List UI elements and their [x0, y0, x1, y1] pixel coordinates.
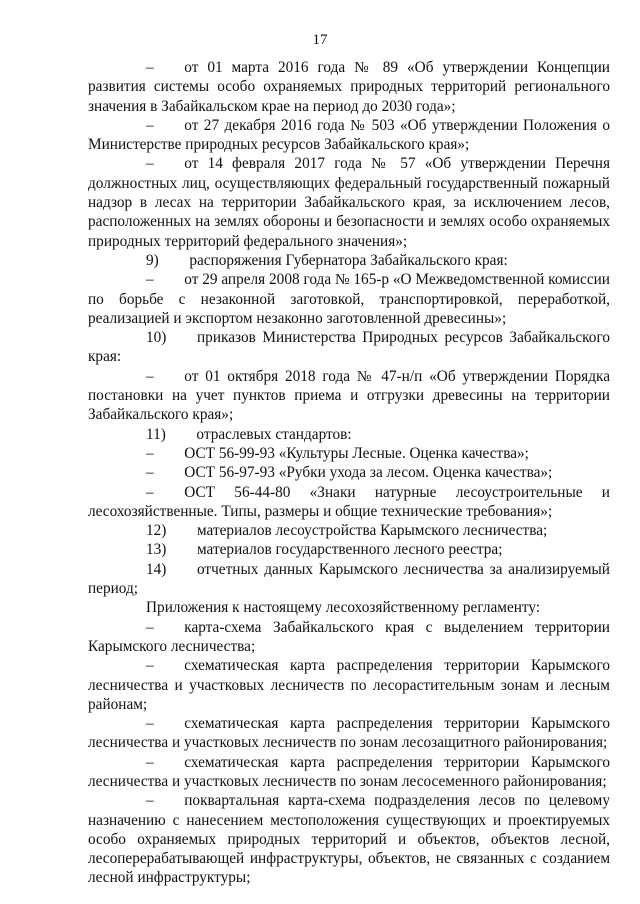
page-number: 17 [312, 32, 328, 48]
paragraph-appendix-forest-zones-map: – схематическая карта распределения территории Карымского лесничества и участковых лесничеств по лесорастительным зонам и лесным районам; [88, 657, 610, 713]
paragraph-item-11: 11) отраслевых стандартов: [146, 425, 352, 443]
paragraph-decree-57: – от 14 февраля 2017 года № 57 «Об утверждении Перечня должностных лиц, осуществляющих федеральный государственный пожарный надзор в лесах на территории Забайкальского края, за исключением лесов, расположенных на землях обороны и безопасности и землях особо охраняемых природных территорий федерального значения»; [88, 155, 610, 250]
document-body [88, 58, 610, 888]
paragraph-item-14: 14) отчетных данных Карымского лесничества за анализируемый период; [88, 560, 610, 598]
paragraph-decree-503: – от 27 декабря 2016 года № 503 «Об утверждении Положения о Министерстве природных ресурсов Забайкальского края»; [88, 116, 610, 154]
paragraph-appendix-block-map: – поквартальная карта-схема подразделения лесов по целевому назначению с нанесением местоположения существующих и проектируемых особо охраняемых природных территорий и объектов, объектов лесной, лесоперерабатывающей инфраструктуры, объектов, не связанных с созданием лесной инфраструктуры; [88, 792, 610, 887]
paragraph-appendix-seed-zones-map: – схематическая карта распределения территории Карымского лесничества и участковых лесничеств по зонам лесосеменного районирования; [88, 753, 610, 790]
paragraph-appendix-protection-zones-map: – схематическая карта распределения территории Карымского лесничества и участковых лесничеств по зонам лесозащитного районирования; [88, 715, 610, 752]
paragraph-appendices-heading: Приложения к настоящему лесохозяйственному регламенту: [146, 599, 541, 617]
paragraph-order-165: – от 29 апреля 2008 года № 165-р «О Межведомственной комиссии по борьбе с незаконной заготовкой, транспортировкой, переработкой, реализацией и экспортом незаконно заготовленной древесины»; [88, 271, 610, 327]
paragraph-order-47: – от 01 октября 2018 года № 47-н/п «Об утверждении Порядка постановки на учет пунктов приема и отгрузки древесины на территории Забайкальского края»; [88, 367, 610, 424]
paragraph-item-12: 12) материалов лесоустройства Карымского лесничества; [146, 522, 548, 540]
paragraph-ost-56-99-93: – ОСТ 56-99-93 «Культуры Лесные. Оценка качества»; [146, 444, 529, 462]
paragraph-appendix-region-map: – карта-схема Забайкальского края с выделением территории Карымского лесничества; [88, 618, 610, 655]
paragraph-decree-89: – от 01 марта 2016 года № 89 «Об утверждении Концепции развития системы особо охраняемых природных территорий регионального значения в Забайкальском крае на период до 2030 года»; [88, 59, 610, 115]
paragraph-item-10: 10) приказов Министерства Природных ресурсов Забайкальского края: [88, 329, 610, 366]
paragraph-ost-56-44-80: – ОСТ 56-44-80 «Знаки натурные лесоустроительные и лесохозяйственные. Типы, размеры и общие технические требования»; [88, 483, 610, 520]
paragraph-item-13: 13) материалов государственного лесного реестра; [146, 541, 503, 559]
paragraph-ost-56-97-93: – ОСТ 56-97-93 «Рубки ухода за лесом. Оценка качества»; [146, 464, 553, 482]
paragraph-item-9: 9) распоряжения Губернатора Забайкальского края: [146, 251, 508, 269]
